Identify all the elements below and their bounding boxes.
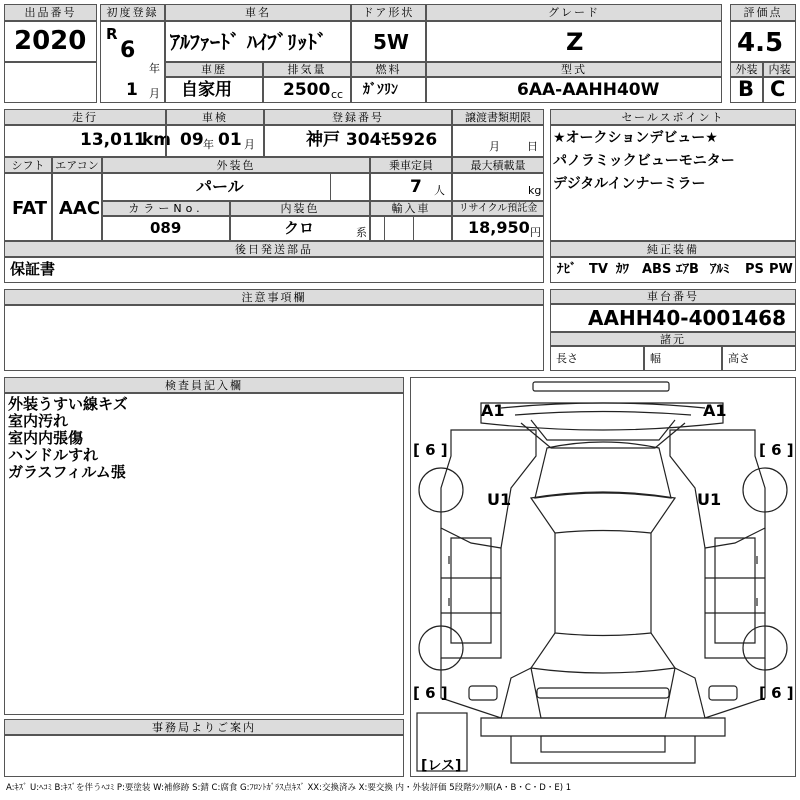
interior-color-unit: 系 — [356, 226, 367, 239]
spare-tire-mark: [レス] — [421, 758, 462, 774]
later-parts: 保証書 — [10, 260, 56, 278]
equipment-ps: PS — [745, 262, 764, 277]
lot-no-blank — [4, 62, 97, 103]
later-parts-header: 後日発送部品 — [4, 241, 544, 257]
fuel-header: 燃料 — [351, 62, 426, 77]
capacity-header: 乗車定員 — [370, 157, 452, 173]
max-load-unit: kg — [528, 184, 542, 197]
inspector-header: 検査員記入欄 — [4, 377, 404, 393]
registration-number: 神戸 304ﾓ5926 — [306, 130, 438, 150]
first-reg-header: 初度登録 — [100, 4, 165, 21]
shift-header: シフト — [4, 157, 52, 173]
transfer-month-unit: 月 — [489, 140, 500, 153]
remark-5: ガラスフィルム張 — [8, 463, 126, 481]
height-label: 高さ — [728, 352, 750, 365]
equipment-alloy: ｱﾙﾐ — [710, 262, 730, 277]
mark-u1-right: U1 — [697, 490, 722, 509]
inspection-year: 09 — [180, 130, 204, 150]
remark-3: 室内内張傷 — [8, 429, 84, 447]
inspection-header: 車検 — [166, 109, 264, 125]
spec-header: 諸元 — [550, 332, 796, 346]
recycle-fee: 18,950 — [468, 218, 530, 237]
model-header: 型式 — [426, 62, 722, 77]
tire-rear-right: [ 6 ] — [759, 684, 794, 702]
damage-diagram — [410, 377, 796, 777]
equipment-pw: PW — [769, 262, 793, 277]
history-header: 車歴 — [165, 62, 263, 77]
sales-points-header: セールスポイント — [550, 109, 796, 125]
tire-front-left: [ 6 ] — [413, 441, 448, 459]
shift: FAT — [12, 198, 48, 219]
aircon-header: エアコン — [52, 157, 102, 173]
equipment-leather: ｶﾜ — [616, 262, 629, 277]
tire-front-right: [ 6 ] — [759, 441, 794, 459]
interior-header: 内装 — [763, 62, 796, 77]
equipment-abs: ABS — [642, 262, 672, 277]
notes-header: 注意事項欄 — [4, 289, 544, 305]
chassis-header: 車台番号 — [550, 289, 796, 304]
mileage-unit: km — [142, 130, 172, 150]
sales-point-3: デジタルインナーミラー — [553, 176, 706, 192]
score-header: 評価点 — [730, 4, 796, 21]
car-name-header: 車名 — [165, 4, 351, 21]
vehicle-history: 自家用 — [181, 80, 232, 100]
reg-month: 1 — [126, 80, 138, 100]
mark-a1-left: A1 — [481, 401, 505, 420]
displacement-header: 排気量 — [263, 62, 351, 77]
tire-rear-left: [ 6 ] — [413, 684, 448, 702]
width-label: 幅 — [650, 352, 661, 365]
grade-header: グレード — [426, 4, 722, 21]
remark-2: 室内汚れ — [8, 412, 69, 430]
exterior-color: パール — [196, 177, 244, 196]
equipment-tv: TV — [589, 262, 608, 277]
remark-1: 外装うすい線キズ — [8, 395, 128, 413]
max-load-header: 最大積載量 — [452, 157, 544, 173]
grade: Z — [566, 28, 584, 56]
reg-no-header: 登録番号 — [264, 109, 452, 125]
interior-color: クロ — [284, 219, 315, 237]
aircon: AAC — [59, 198, 101, 219]
recycle-unit: 円 — [530, 226, 541, 239]
equipment-nav: ﾅﾋﾞ — [557, 262, 577, 277]
inspection-year-unit: 年 — [203, 138, 214, 151]
equipment-airbag: ｴｱB — [676, 262, 699, 277]
inspection-month: 01 — [218, 130, 242, 150]
exterior-header: 外装 — [730, 62, 763, 77]
reg-year: 6 — [120, 38, 136, 63]
sales-point-2: パノラミックビューモニター — [553, 153, 735, 169]
displacement: 2500 — [283, 80, 331, 100]
exterior-grade: B — [738, 77, 755, 101]
mark-u1-left: U1 — [487, 490, 512, 509]
int-color-header: 内装色 — [230, 201, 370, 216]
car-outline — [411, 378, 795, 776]
door-type: 5W — [373, 30, 409, 54]
chassis-number: AAHH40-4001468 — [588, 306, 786, 330]
mileage: 13,011 — [80, 130, 146, 150]
remark-4: ハンドルすれ — [8, 446, 99, 464]
capacity-unit: 人 — [434, 184, 445, 197]
capacity: 7 — [410, 177, 422, 197]
door-header: ドア形状 — [351, 4, 426, 21]
sales-point-1: ★オークションデビュー★ — [553, 130, 718, 146]
lot-number: 2020 — [14, 26, 87, 56]
displacement-unit: cc — [331, 88, 344, 101]
ext-color-header: 外装色 — [102, 157, 370, 173]
mark-a1-right: A1 — [703, 401, 727, 420]
score: 4.5 — [737, 28, 784, 58]
inspection-month-unit: 月 — [244, 138, 255, 151]
interior-grade: C — [770, 77, 786, 101]
mileage-header: 走行 — [4, 109, 166, 125]
office-header: 事務局よりご案内 — [4, 719, 404, 735]
fuel: ｶﾞｿﾘﾝ — [363, 82, 398, 98]
color-number: 089 — [150, 219, 182, 237]
import-sub — [384, 216, 414, 241]
era: R — [106, 25, 118, 43]
office-cell — [4, 735, 404, 777]
car-name: ｱﾙﾌｧｰﾄﾞ ﾊｲﾌﾞﾘｯﾄﾞ — [170, 30, 327, 54]
transfer-header: 譲渡書類期限 — [452, 109, 544, 125]
ext-color-sub — [330, 173, 370, 201]
later-parts-cell — [4, 257, 544, 283]
year-unit: 年 — [149, 62, 160, 75]
model-code: 6AA-AAHH40W — [517, 80, 660, 100]
month-unit: 月 — [149, 87, 160, 100]
transfer-day-unit: 日 — [527, 140, 538, 153]
notes-cell — [4, 305, 544, 371]
length-label: 長さ — [556, 352, 578, 365]
legend: A:ｷｽﾞ U:ﾍｺﾐ B:ｷｽﾞを伴うﾍｺﾐ P:要塗装 W:補修跡 S:錆 C:腐食 G:ﾌﾛﾝﾄｶﾞﾗｽ点ｷｽﾞ XX:交換済み X:要交換 内・外装評価 5段階ﾗﾝｸ順(A・B・C・D・E) 1 — [6, 783, 572, 793]
lot-no-header: 出品番号 — [4, 4, 97, 21]
recycle-header: リサイクル預託金 — [452, 201, 544, 216]
import-header: 輸入車 — [370, 201, 452, 216]
color-no-header: カラーNo. — [102, 201, 230, 216]
equipment-header: 純正装備 — [550, 241, 796, 257]
